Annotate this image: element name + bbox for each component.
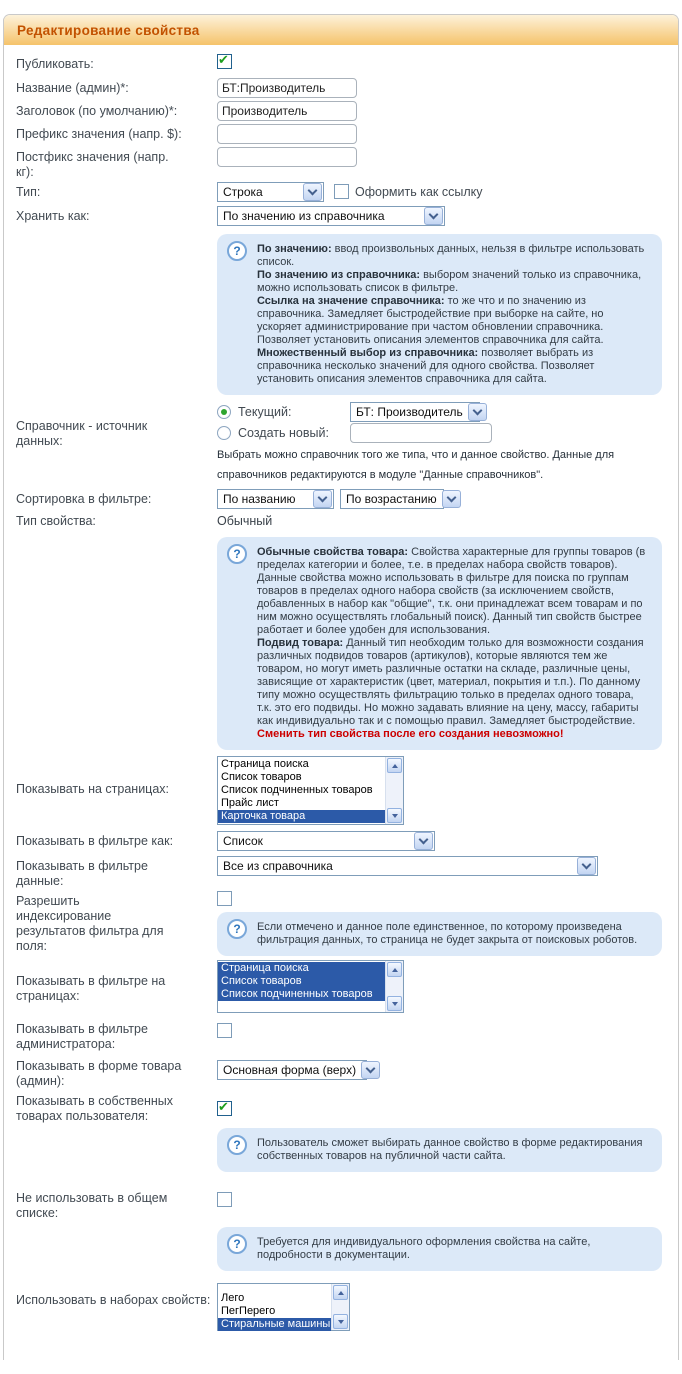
page-header xyxy=(4,15,678,45)
question-icon: ? xyxy=(227,544,247,564)
sort-field-select-value: По названию xyxy=(223,492,296,506)
chevron-down-icon[interactable] xyxy=(442,490,461,508)
filter-data-select-value: Все из справочника xyxy=(223,859,333,873)
prefix-label: Префикс значения (напр. $): xyxy=(16,127,182,141)
chevron-down-icon[interactable] xyxy=(424,207,443,225)
store-as-row xyxy=(14,206,670,226)
not-in-common-help-row xyxy=(14,1227,670,1271)
source-new-input[interactable] xyxy=(350,423,492,443)
property-form xyxy=(4,45,678,1331)
prop-type-help-row xyxy=(14,537,670,750)
source-new-label: Создать новый: xyxy=(238,425,329,440)
type-select-value: Строка xyxy=(223,185,263,199)
source-new-radio[interactable] xyxy=(217,426,231,440)
store-help-row xyxy=(14,234,670,395)
scrollbar[interactable] xyxy=(331,1284,349,1330)
allow-index-row xyxy=(14,891,670,956)
list-item[interactable]: Прайс лист xyxy=(221,797,279,809)
filter-data-label: Показывать в фильтре данные: xyxy=(16,859,148,888)
list-item[interactable]: ПегПерего xyxy=(221,1305,276,1317)
help-paragraph: Требуется для индивидуального оформления свойства на сайте, подробности в документации. xyxy=(257,1236,591,1261)
source-current-label: Текущий: xyxy=(238,404,292,419)
chevron-down-icon[interactable] xyxy=(468,403,487,421)
source-note: Выбрать можно справочник того же типа, что и данное свойство. Данные для справочников редактируются в модуле "Данные справочников". xyxy=(217,449,615,481)
filter-as-label: Показывать в фильтре как: xyxy=(16,834,174,848)
prop-type-value: Обычный xyxy=(217,514,273,528)
source-current-select[interactable] xyxy=(350,402,480,422)
scroll-down-icon[interactable] xyxy=(387,808,402,823)
admin-filter-checkbox[interactable] xyxy=(217,1023,232,1038)
allow-index-checkbox[interactable] xyxy=(217,891,232,906)
type-label: Тип: xyxy=(16,185,41,199)
prefix-row xyxy=(14,124,670,144)
help-text xyxy=(257,921,648,947)
help-box-store xyxy=(217,234,662,395)
source-current-radio[interactable] xyxy=(217,405,231,419)
scroll-up-icon[interactable] xyxy=(387,758,402,773)
help-box-user-products xyxy=(217,1128,662,1172)
store-as-label: Хранить как: xyxy=(16,209,90,223)
title-default-label: Заголовок (по умолчанию)*: xyxy=(16,104,178,118)
help-paragraph: Сменить тип свойства после его создания невозможно! xyxy=(257,728,564,740)
help-text xyxy=(257,243,648,386)
admin-form-label: Показывать в форме товара (админ): xyxy=(16,1059,182,1088)
list-item[interactable]: Стиральные машины xyxy=(218,1318,331,1331)
not-in-common-label: Не использовать в общем списке: xyxy=(16,1191,168,1220)
postfix-label: Постфикс значения (напр. кг): xyxy=(16,150,169,179)
help-box-index xyxy=(217,912,662,956)
type-select[interactable] xyxy=(217,182,324,202)
listbox-options xyxy=(218,1278,331,1330)
help-paragraph: Пользователь сможет выбирать данное свойство в форме редактирования собственных товаров на публичной части сайта. xyxy=(257,1137,643,1162)
chevron-down-icon[interactable] xyxy=(577,857,596,875)
filter-on-pages-row xyxy=(14,960,670,1013)
filter-data-select[interactable] xyxy=(217,856,598,876)
admin-form-row xyxy=(14,1056,670,1089)
format-as-link-checkbox[interactable] xyxy=(334,184,349,199)
allow-index-label: Разрешить индексирование результатов фильтра для поля: xyxy=(16,894,164,953)
help-text xyxy=(257,1137,648,1163)
check-icon: ✔ xyxy=(218,1099,229,1114)
sort-direction-select[interactable] xyxy=(340,489,444,509)
list-item[interactable]: Список товаров xyxy=(218,975,385,988)
help-box-prop-type xyxy=(217,537,662,750)
user-products-help-row xyxy=(14,1128,670,1172)
help-paragraph: Если отмечено и данное поле единственное, по которому произведена фильтрация данных, то страница не будет закрыта от поисковых роботов. xyxy=(257,921,638,946)
show-on-pages-listbox[interactable] xyxy=(217,756,404,825)
help-text xyxy=(257,1236,648,1262)
type-row xyxy=(14,182,670,202)
not-in-common-row xyxy=(14,1188,670,1221)
scroll-up-icon[interactable] xyxy=(387,962,402,977)
store-as-select[interactable] xyxy=(217,206,445,226)
user-products-label: Показывать в собственных товарах пользователя: xyxy=(16,1094,174,1123)
question-icon: ? xyxy=(227,1135,247,1155)
list-item[interactable]: Список товаров xyxy=(221,771,302,783)
prop-type-row xyxy=(14,511,670,529)
help-paragraph: Ссылка на значение справочника: то же что и по значению из справочника. Замедляет быстродействие при выборке на сайте, но ускоряет администрирование при частом обновлении справочника. Позволяет установить описания элементов справочника для сайта. xyxy=(257,295,604,346)
source-current-row xyxy=(217,401,670,422)
property-sets-label: Использовать в наборах свойств: xyxy=(16,1293,211,1307)
help-box-not-in-common xyxy=(217,1227,662,1271)
postfix-input[interactable] xyxy=(217,147,357,167)
chevron-down-icon[interactable] xyxy=(313,490,332,508)
sort-direction-select-value: По возрастанию xyxy=(346,492,437,506)
show-on-pages-label: Показывать на страницах: xyxy=(16,782,170,796)
prop-type-label: Тип свойства: xyxy=(16,514,96,528)
property-sets-listbox[interactable] xyxy=(217,1283,350,1331)
help-paragraph: Обычные свойства товара: Свойства характерные для группы товаров (в пределах категории и более, т.е. в пределах набора свойств товаров). Данные свойства можно использовать в фильтре для поиска по группам товаров в пределах одного набора свойств (за исключением свойств, добавленных в набор как "общие", т.к. они принадлежат всем товарам и по ним можно осуществлять глобальный поиск). Данный тип свойств быстрее работает и более удобен для использования. xyxy=(257,546,646,636)
filter-data-row xyxy=(14,856,670,889)
page xyxy=(3,14,679,1360)
list-item[interactable]: Карточка товара xyxy=(218,810,385,823)
title-default-input[interactable] xyxy=(217,101,357,121)
list-item[interactable]: Список подчиненных товаров xyxy=(221,784,373,796)
admin-form-select[interactable] xyxy=(217,1060,367,1080)
filter-as-select-value: Список xyxy=(223,834,263,848)
title-default-row xyxy=(14,101,670,121)
question-icon: ? xyxy=(227,1234,247,1254)
list-item[interactable]: Страница поиска xyxy=(221,758,309,770)
question-icon: ? xyxy=(227,919,247,939)
sort-field-select[interactable] xyxy=(217,489,334,509)
show-on-pages-row xyxy=(14,756,670,825)
help-paragraph: Множественный выбор из справочника: позволяет выбрать из справочника несколько значений для одного свойства. Позволяет установить описания элементов справочника для сайта. xyxy=(257,347,595,385)
help-paragraph: По значению из справочника: выбором значений только из справочника, можно использовать список в фильтре. xyxy=(257,269,642,294)
source-row xyxy=(14,401,670,485)
question-icon: ? xyxy=(227,241,247,261)
listbox-options xyxy=(218,757,385,824)
chevron-down-icon[interactable] xyxy=(414,832,433,850)
scrollbar[interactable] xyxy=(385,961,403,1012)
filter-as-select[interactable] xyxy=(217,831,435,851)
source-new-row xyxy=(217,422,670,443)
user-products-row xyxy=(14,1091,670,1124)
page-title: Редактирование свойства xyxy=(17,22,200,38)
list-item[interactable]: Страница поиска xyxy=(218,962,385,975)
scroll-up-icon[interactable] xyxy=(333,1285,348,1300)
check-icon: ✔ xyxy=(218,52,229,67)
scrollbar[interactable] xyxy=(385,757,403,824)
not-in-common-checkbox[interactable] xyxy=(217,1192,232,1207)
admin-filter-label: Показывать в фильтре администратора: xyxy=(16,1022,148,1051)
source-label: Справочник - источник данных: xyxy=(16,419,148,448)
property-sets-row xyxy=(14,1283,670,1331)
publish-checkbox[interactable] xyxy=(217,54,232,69)
scroll-down-icon[interactable] xyxy=(333,1314,348,1329)
chevron-down-icon[interactable] xyxy=(303,183,322,201)
edit-form-panel xyxy=(3,14,679,1360)
filter-as-row xyxy=(14,831,670,851)
user-products-checkbox[interactable] xyxy=(217,1101,232,1116)
help-paragraph: Подвид товара: Данный тип необходим только для возможности создания различных подвидов товаров (артикулов), которые являются тем же товаром, но могут иметь различные остатки на складе, различные цены, зависящие от характеристик (цвет, материал, покрытия и т.п.). По данному типу можно осуществлять фильтрацию только в пределах одного товара, т.к. это его подвиды. Но можно задавать влияние на цену, массу, габариты как индивидуально так и с помощью правил. Замедляет быстродействие. xyxy=(257,637,644,727)
format-as-link-label: Оформить как ссылку xyxy=(355,185,483,199)
source-current-select-value: БТ: Производитель xyxy=(356,404,463,419)
publish-label: Публиковать: xyxy=(16,57,94,71)
list-item[interactable]: Лего xyxy=(221,1292,245,1304)
name-admin-row xyxy=(14,78,670,98)
list-item[interactable]: Список подчиненных товаров xyxy=(218,988,385,1001)
radio-dot-icon xyxy=(221,409,227,415)
admin-filter-row xyxy=(14,1019,670,1052)
prefix-input[interactable] xyxy=(217,124,357,144)
filter-on-pages-listbox[interactable] xyxy=(217,960,404,1013)
name-admin-label: Название (админ)*: xyxy=(16,81,129,95)
sort-filter-label: Сортировка в фильтре: xyxy=(16,492,152,506)
list-item[interactable] xyxy=(218,1279,331,1292)
publish-row xyxy=(14,54,670,72)
filter-on-pages-label: Показывать в фильтре на страницах: xyxy=(16,974,166,1003)
sort-filter-row xyxy=(14,489,670,509)
help-paragraph: По значению: ввод произвольных данных, нельзя в фильтре использовать список. xyxy=(257,243,645,268)
postfix-row xyxy=(14,147,670,180)
store-as-select-value: По значению из справочника xyxy=(223,209,385,223)
listbox-options xyxy=(218,961,385,1012)
admin-form-select-value: Основная форма (верх) xyxy=(223,1063,357,1077)
name-admin-input[interactable] xyxy=(217,78,357,98)
chevron-down-icon[interactable] xyxy=(361,1061,380,1079)
help-text xyxy=(257,546,648,741)
scroll-down-icon[interactable] xyxy=(387,996,402,1011)
